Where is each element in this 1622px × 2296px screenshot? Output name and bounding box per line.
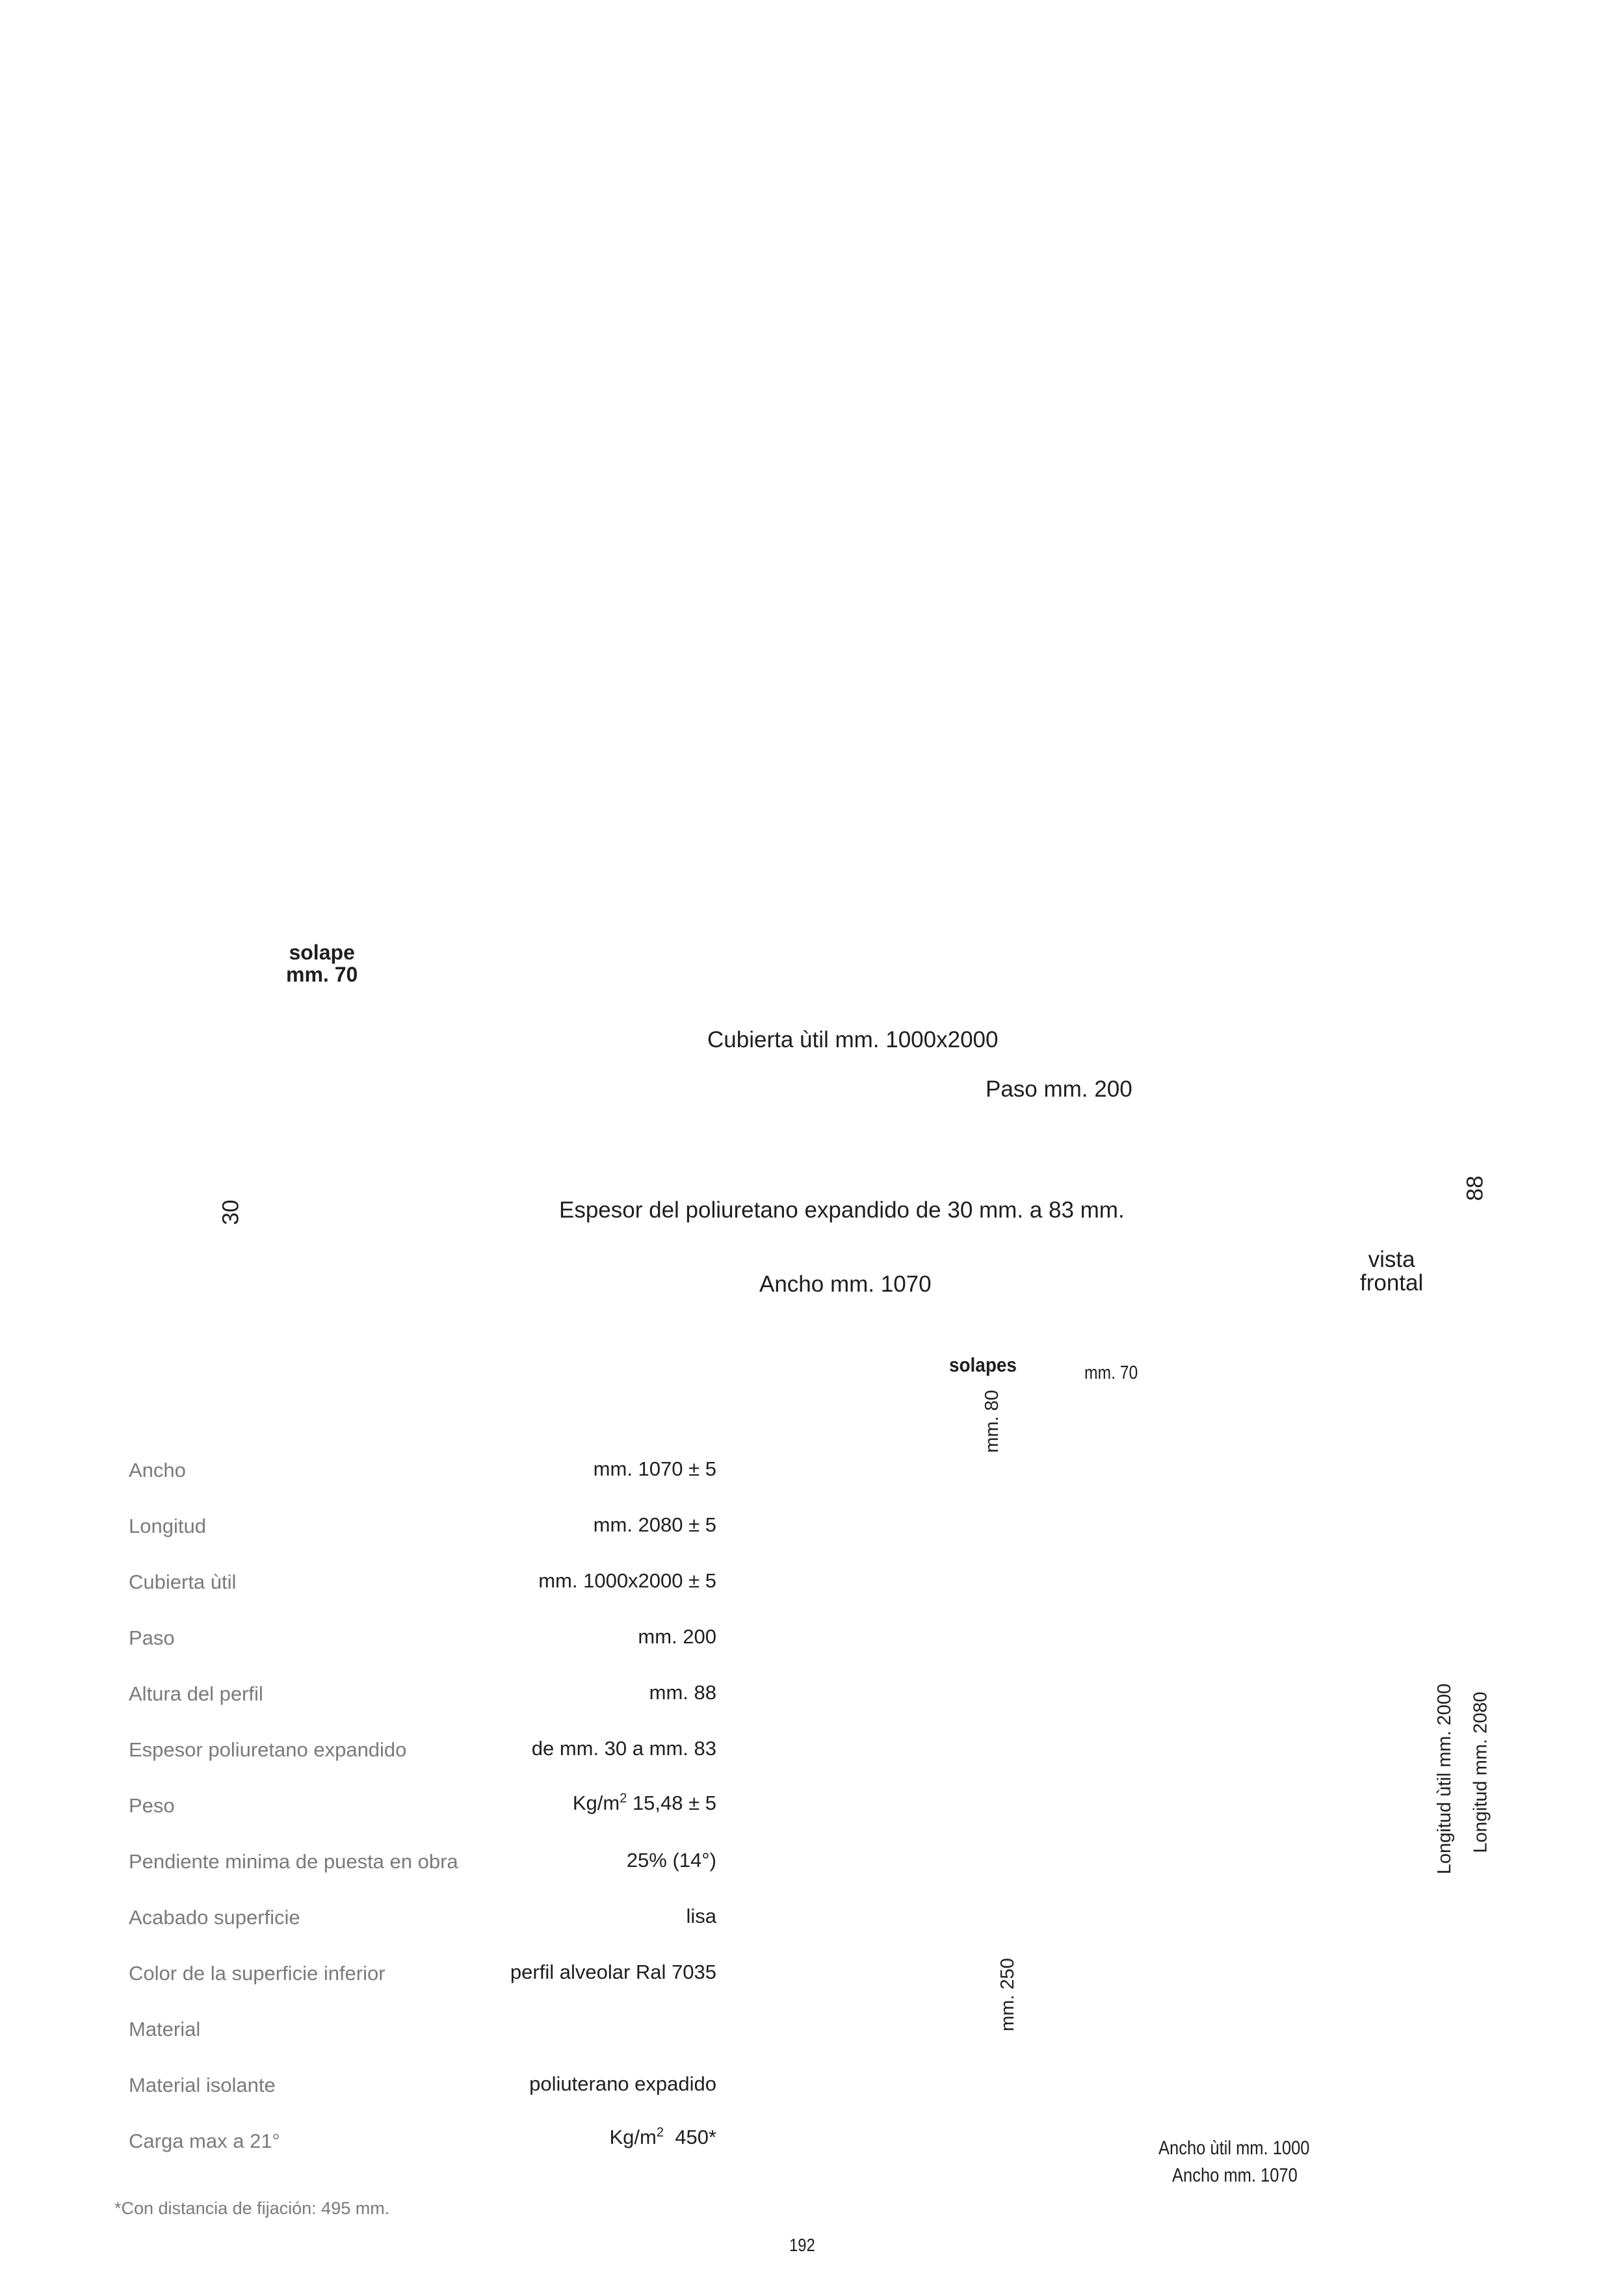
spec-label: Longitud (129, 1515, 206, 1537)
ancho-label: Ancho mm. 1070 (759, 1272, 932, 1297)
spec-label: Altura del perfil (129, 1682, 263, 1705)
paso-label: Paso mm. 200 (986, 1076, 1132, 1102)
spec-value-sup: 2 (620, 1791, 627, 1806)
spec-label: Paso (129, 1626, 175, 1649)
spec-value-sup: 2 (656, 2125, 664, 2140)
solape-line1: solape (289, 941, 355, 964)
spec-value: de mm. 30 a mm. 83 (531, 1737, 716, 1760)
footnote: *Con distancia de fijación: 495 mm. (114, 2198, 390, 2218)
page-number: 192 (789, 2235, 815, 2255)
ancho-plan-label: Ancho mm. 1070 (1172, 2165, 1298, 2186)
spec-label: Ancho (129, 1459, 186, 1481)
spec-value (610, 2126, 717, 2149)
spec-value-prefix: Kg/m (609, 2126, 657, 2148)
dim-88-label: 88 (1462, 1175, 1488, 1201)
spec-label: Cubierta ùtil (129, 1571, 237, 1593)
vista-frontal-label (1360, 1248, 1423, 1295)
solape-label (286, 941, 358, 985)
mm80-label: mm. 80 (981, 1390, 1002, 1453)
spec-value-suffix: 450* (663, 2126, 716, 2148)
espesor-label: Espesor del poliuretano expandido de 30 mm. a 83 mm. (559, 1197, 1125, 1223)
spec-value: mm. 1000x2000 ± 5 (538, 1569, 716, 1592)
spec-value: mm. 200 (638, 1625, 716, 1648)
dim-30-label: 30 (218, 1199, 244, 1225)
spec-label: Material isolante (129, 2074, 276, 2096)
longitud-label: Longitud mm. 2080 (1470, 1691, 1491, 1853)
spec-label: Peso (129, 1794, 175, 1817)
solape-line2: mm. 70 (286, 963, 358, 986)
spec-value: mm. 2080 ± 5 (593, 1513, 716, 1536)
mm70-label: mm. 70 (1084, 1363, 1138, 1383)
spec-value: 25% (14°) (626, 1849, 716, 1872)
spec-label: Color de la superficie inferior (129, 1962, 386, 1985)
vista-line2: frontal (1360, 1270, 1424, 1296)
ancho-util-label: Ancho ùtil mm. 1000 (1158, 2137, 1310, 2159)
mm250-label: mm. 250 (997, 1958, 1018, 2031)
spec-label: Carga max a 21° (129, 2130, 280, 2152)
spec-value-prefix: Kg/m (572, 1792, 620, 1814)
spec-label: Material (129, 2018, 201, 2041)
cubierta-util-label: Cubierta ùtil mm. 1000x2000 (707, 1027, 999, 1052)
vista-line1: vista (1368, 1247, 1415, 1272)
spec-value: mm. 1070 ± 5 (593, 1457, 716, 1480)
spec-value: perfil alveolar Ral 7035 (510, 1961, 716, 1983)
spec-label: Espesor poliuretano expandido (129, 1738, 407, 1761)
solapes-label: solapes (949, 1353, 1017, 1376)
spec-value: mm. 88 (649, 1681, 716, 1704)
spec-value: poliuterano expadido (529, 2072, 716, 2095)
longitud-util-label: Longitud ùtil mm. 2000 (1434, 1683, 1456, 1875)
spec-label: Pendiente minima de puesta en obra (129, 1850, 458, 1873)
spec-value: lisa (686, 1905, 716, 1927)
spec-value-suffix: 15,48 ± 5 (627, 1792, 716, 1814)
spec-label: Acabado superficie (129, 1906, 300, 1929)
spec-value (573, 1792, 716, 1815)
